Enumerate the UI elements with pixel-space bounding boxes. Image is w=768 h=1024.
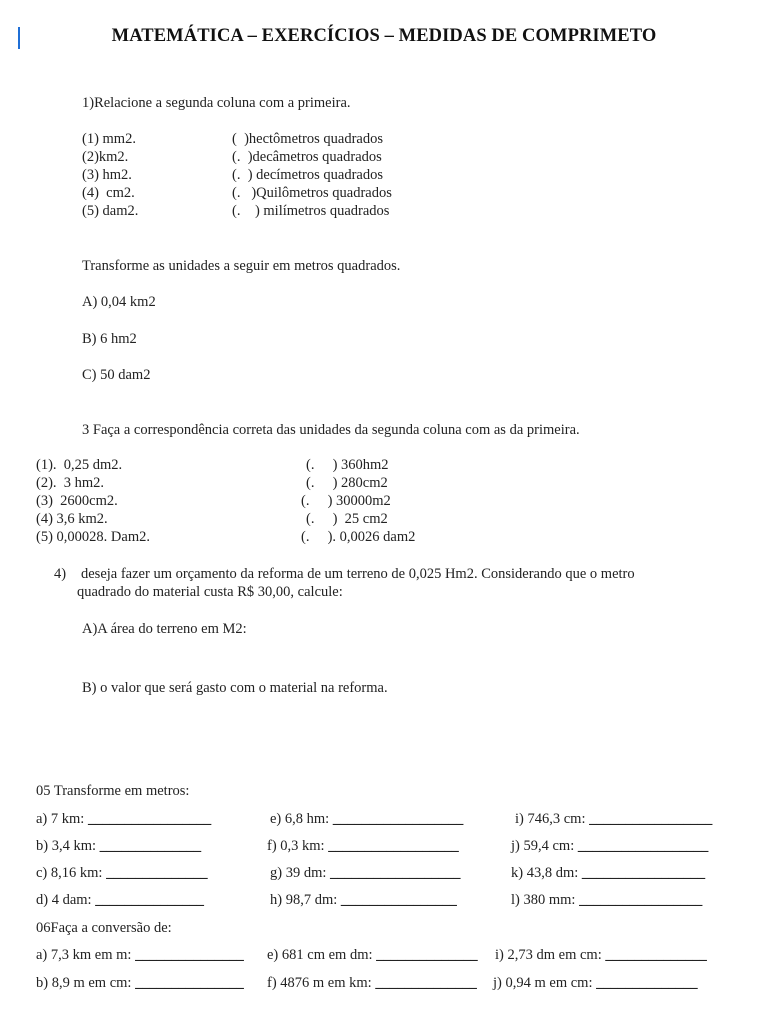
q5-item: c) 8,16 km: ______________ bbox=[36, 865, 208, 881]
q2-item-a: A) 0,04 km2 bbox=[82, 294, 156, 310]
answer-blank: _________________ bbox=[579, 892, 703, 908]
q5-item: i) 746,3 cm: _________________ bbox=[515, 811, 713, 827]
answer-blank: _________________ bbox=[87, 811, 212, 827]
answer-blank: ______________ bbox=[605, 947, 707, 963]
q3-prompt: 3 Faça a correspondência correta das unidades da segunda coluna com as da primeira. bbox=[82, 422, 580, 438]
q3-left-3: (3) 2600cm2. bbox=[36, 493, 118, 509]
answer-blank: ______________ bbox=[376, 947, 478, 963]
q6-item: f) 4876 m em km: ______________ bbox=[267, 975, 477, 991]
q3-left-1: (1). 0,25 dm2. bbox=[36, 457, 123, 473]
q1-left-5: (5) dam2. bbox=[82, 203, 139, 219]
q6-item: a) 7,3 km em m: _______________ bbox=[36, 947, 244, 963]
answer-blank: _______________ bbox=[135, 947, 244, 963]
answer-blank: _________________ bbox=[589, 811, 713, 827]
q5-item: d) 4 dam: _______________ bbox=[36, 892, 204, 908]
q2-item-c: C) 50 dam2 bbox=[82, 367, 151, 383]
q3-right-2: (. ) 280cm2 bbox=[306, 475, 388, 491]
q6-item: b) 8,9 m em cm: _______________ bbox=[36, 975, 244, 991]
answer-blank: _______________ bbox=[95, 892, 204, 908]
q1-left-2: (2)km2. bbox=[82, 149, 129, 165]
q3-left-4: (4) 3,6 km2. bbox=[36, 511, 108, 527]
q1-right-2: (. )decâmetros quadrados bbox=[232, 149, 382, 165]
q6-item: j) 0,94 m em cm: ______________ bbox=[493, 975, 698, 991]
q5-item: e) 6,8 hm: __________________ bbox=[270, 811, 464, 827]
q5-item: h) 98,7 dm: ________________ bbox=[270, 892, 457, 908]
q3-left-2: (2). 3 hm2. bbox=[36, 475, 105, 491]
q5-prompt: 05 Transforme em metros: bbox=[36, 783, 190, 799]
answer-blank: ______________ bbox=[99, 838, 202, 854]
q3-left-5: (5) 0,00028. Dam2. bbox=[36, 529, 150, 545]
q1-right-1: ( )hectômetros quadrados bbox=[232, 131, 383, 147]
q4-item-b: B) o valor que será gasto com o material na reforma. bbox=[82, 680, 388, 696]
q1-right-3: (. ) decímetros quadrados bbox=[232, 167, 383, 183]
answer-blank: __________________ bbox=[332, 811, 464, 827]
answer-blank: __________________ bbox=[328, 838, 459, 854]
q1-right-4: (. )Quilômetros quadrados bbox=[232, 185, 392, 201]
q6-item: i) 2,73 dm em cm: ______________ bbox=[495, 947, 707, 963]
q4-line-1: deseja fazer um orçamento da reforma de um terreno de 0,025 Hm2. Considerando que o metro bbox=[81, 566, 635, 582]
q3-right-3: (. ) 30000m2 bbox=[301, 493, 391, 509]
q5-item: b) 3,4 km: ______________ bbox=[36, 838, 202, 854]
answer-blank: __________________ bbox=[577, 838, 709, 854]
answer-blank: ______________ bbox=[375, 975, 477, 991]
q1-left-1: (1) mm2. bbox=[82, 131, 136, 147]
q1-left-4: (4) cm2. bbox=[82, 185, 135, 201]
q4-line-2: quadrado do material custa R$ 30,00, calcule: bbox=[77, 584, 343, 600]
answer-blank: __________________ bbox=[330, 865, 461, 881]
answer-blank: _________________ bbox=[581, 865, 706, 881]
q5-item: g) 39 dm: __________________ bbox=[270, 865, 461, 881]
answer-blank: _______________ bbox=[135, 975, 244, 991]
q5-item: j) 59,4 cm: __________________ bbox=[511, 838, 709, 854]
q5-item: k) 43,8 dm: _________________ bbox=[511, 865, 706, 881]
q4-item-a: A)A área do terreno em M2: bbox=[82, 621, 247, 637]
q2-item-b: B) 6 hm2 bbox=[82, 331, 137, 347]
q1-left-3: (3) hm2. bbox=[82, 167, 132, 183]
q4-number: 4) bbox=[54, 566, 67, 582]
q3-right-4: (. ) 25 cm2 bbox=[306, 511, 388, 527]
answer-blank: ______________ bbox=[106, 865, 208, 881]
answer-blank: ______________ bbox=[596, 975, 698, 991]
q1-prompt: 1)Relacione a segunda coluna com a primeira. bbox=[82, 95, 351, 111]
q5-item: f) 0,3 km: __________________ bbox=[267, 838, 459, 854]
q5-item: a) 7 km: _________________ bbox=[36, 811, 212, 827]
page-title: MATEMÁTICA – EXERCÍCIOS – MEDIDAS DE COMPRIMETO bbox=[111, 26, 657, 46]
q1-right-5: (. ) milímetros quadrados bbox=[232, 203, 390, 219]
answer-blank: ________________ bbox=[340, 892, 457, 908]
q6-prompt: 06Faça a conversão de: bbox=[36, 920, 172, 936]
q2-prompt: Transforme as unidades a seguir em metros quadrados. bbox=[82, 258, 401, 274]
q5-item: l) 380 mm: _________________ bbox=[511, 892, 703, 908]
q6-item: e) 681 cm em dm: ______________ bbox=[267, 947, 478, 963]
q3-right-1: (. ) 360hm2 bbox=[306, 457, 389, 473]
q3-right-5: (. ). 0,0026 dam2 bbox=[301, 529, 416, 545]
